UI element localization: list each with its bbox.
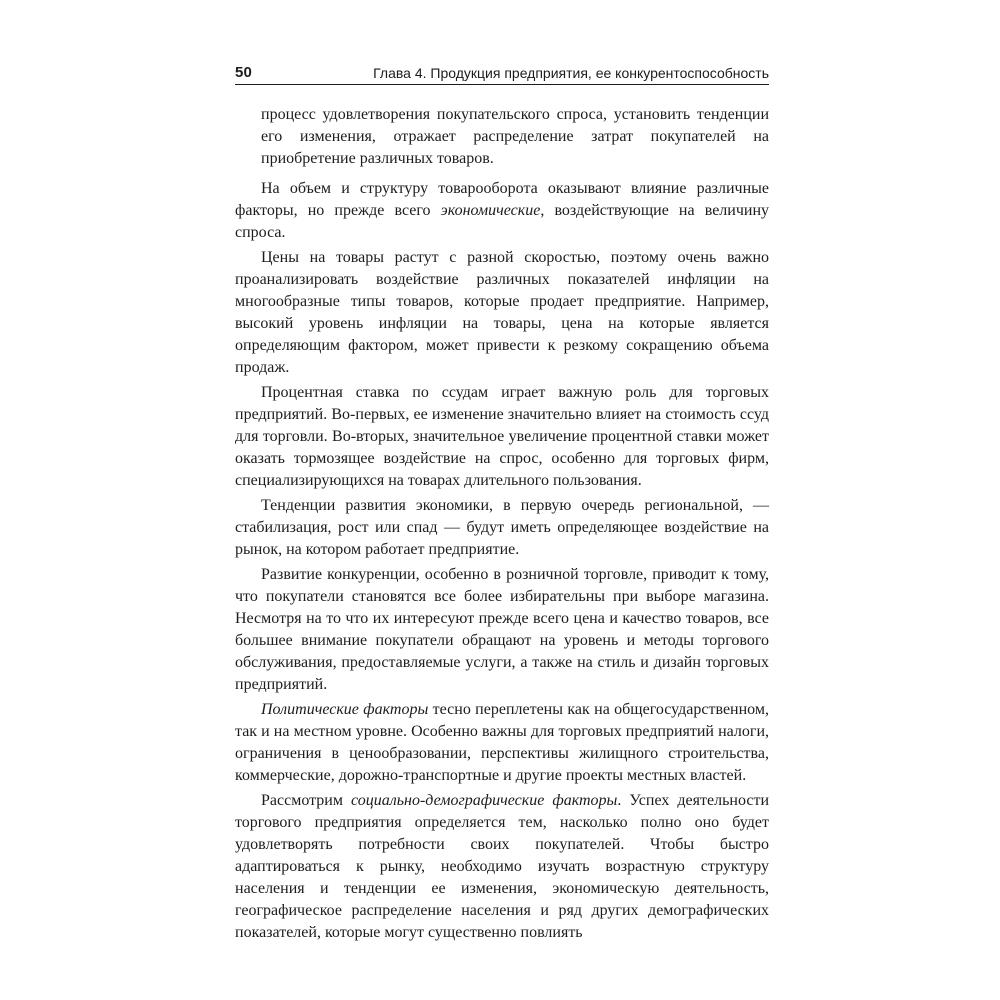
text-segment: . Успех деятельности торгового предприятия определяется тем, насколько полно оно будет удовлетворять потребности своих покупателей. Чтобы быстро адаптироваться к рынку, необходимо изучать возрастную структуру населения и тенденции ее изменения, экономическую деятельность, географическое распределение населения и ряд других демографических показателей, которые могут существенно повлиять [235, 792, 769, 941]
text-segment: Процентная ставка по ссудам играет важную роль для торговых предприятий. Во-первых, ее изменение значительно влияет на стоимость ссуд для торговли. Во-вторых, значительное увеличение процентной ставки может оказать тормозящее воздействие на спрос, особенно для торговых фирм, специализирующихся на товарах длительного пользования. [235, 384, 769, 489]
running-header [235, 62, 769, 85]
paragraph [235, 790, 769, 944]
paragraph-continuation [235, 104, 769, 170]
paragraph [235, 564, 769, 696]
text-segment: процесс удовлетворения покупательского спроса, установить тенденции его изменения, отражает распределение затрат покупателей на приобретение различных товаров. [261, 106, 769, 167]
text-segment: Развитие конкуренции, особенно в розничной торговле, приводит к тому, что покупатели становятся все более избирательны при выборе магазина. Несмотря на то что их интересуют прежде всего цена и качество товаров, все большее внимание покупатели обращают на уровень и методы торгового обслуживания, предоставляемые услуги, а также на стиль и дизайн торговых предприятий. [235, 566, 769, 693]
text-segment: На объем и структуру товарооборота оказывают влияние различные факторы, но прежде всего [235, 180, 769, 219]
text-segment: Цены на товары растут с разной скоростью, поэтому очень важно проанализировать воздействие различных показателей инфляции на многообразные типы товаров, которые продает предприятие. Например, высокий уровень инфляции на товары, цена на которые является определяющим фактором, может привести к резкому сокращению объема продаж. [235, 249, 769, 376]
italic-term: социально-демографические факторы [351, 792, 618, 809]
paragraph [235, 495, 769, 561]
chapter-title: Глава 4. Продукция предприятия, ее конкурентоспособность [373, 65, 769, 81]
paragraph [235, 382, 769, 492]
page-number: 50 [235, 64, 253, 81]
text-segment: тесно переплетены как на общегосударственном, так и на местном уровне. Особенно важны для торговых предприятий налоги, ограничения в ценообразовании, перспективы жилищного строительства, коммерческие, дорожно-транспортные и другие проекты местных властей. [235, 701, 770, 784]
italic-term: Политические факторы [261, 701, 429, 718]
body-text [235, 104, 769, 944]
text-segment: Тенденции развития экономики, в первую очередь региональной, — стабилизация, рост или спад — будут иметь определяющее воздействие на рынок, на котором работает предприятие. [235, 497, 769, 558]
paragraph [235, 247, 769, 379]
paragraph [235, 699, 769, 787]
paragraph [235, 178, 769, 244]
text-segment: Рассмотрим [261, 792, 352, 809]
italic-term: экономические [440, 202, 541, 219]
text-segment: , воздействующие на величину спроса. [235, 202, 770, 241]
